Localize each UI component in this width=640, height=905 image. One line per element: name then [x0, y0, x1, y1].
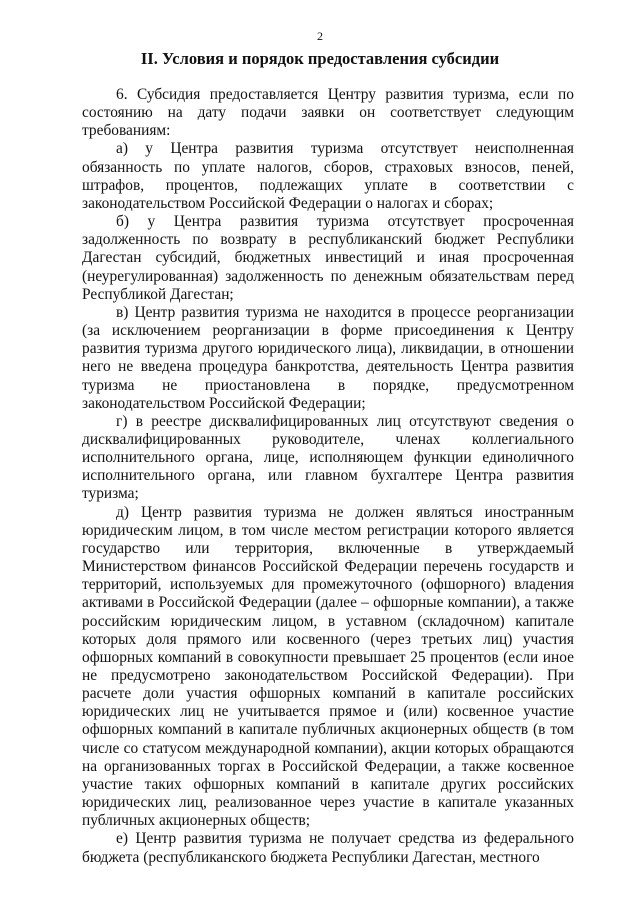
paragraph-d: д) Центр развития туризма не должен являться иностранным юридическим лицом, в том числе местом регистрации которого является государство или территория, включенные в утверждаемый Министерством финансов Российской Федерации перечень государств и территорий, используемых для промежуточного (офшорного) владения активами в Российской Федерации (далее – офшорные компании), а также российским юридическим лицом, в уставном (складочном) капитале которых доля прямого или косвенного (через третьих лиц) участия офшорных компаний в совокупности превышает 25 процентов (если иное не предусмотрено законодательством Российской Федерации). При расчете доли участия офшорных компаний в капитале российских юридических лиц не учитывается прямое и (или) косвенное участие офшорных компаний в капитале публичных акционерных обществ (в том числе со статусом международной компании), акции которых обращаются на организованных торгах в Российской Федерации, а также косвенное участие таких офшорных компаний в капитале других российских юридических лиц, реализованное через участие в капитале указанных публичных акционерных обществ; — [82, 503, 574, 830]
document-body — [82, 86, 574, 867]
page-number: 2 — [317, 29, 323, 43]
paragraph-e: е) Центр развития туризма не получает средства из федерального бюджета (республиканского бюджета Республики Дагестан, местного — [82, 830, 574, 866]
paragraph-v: в) Центр развития туризма не находится в процессе реорганизации (за исключением реорганизации в форме присоединения к Центру развития туризма другого юридического лица), ликвидации, в отношении него не введена процедура банкротства, деятельность Центра развития туризма не приостановлена в порядке, предусмотренном законодательством Российской Федерации; — [82, 303, 574, 412]
paragraph-a: а) у Центра развития туризма отсутствует неисполненная обязанность по уплате налогов, сборов, страховых взносов, пеней, штрафов, процентов, подлежащих уплате в соответствии с законодательством Российской Федерации о налогах и сборах; — [82, 140, 574, 212]
section-heading: II. Условия и порядок предоставления субсидии — [140, 49, 500, 68]
paragraph-6-intro: 6. Субсидия предоставляется Центру развития туризма, если по состоянию на дату подачи заявки он соответствует следующим требованиям: — [82, 86, 574, 140]
paragraph-g: г) в реестре дисквалифицированных лиц отсутствуют сведения о дисквалифицированных руководителе, членах коллегиального исполнительного органа, лице, исполняющем функции единоличного исполнительного органа, или главном бухгалтере Центра развития туризма; — [82, 412, 574, 503]
paragraph-b: б) у Центра развития туризма отсутствует просроченная задолженность по возврату в республиканский бюджет Республики Дагестан субсидий, бюджетных инвестиций и иная просроченная (неурегулированная) задолженность по денежным обязательствам перед Республикой Дагестан; — [82, 213, 574, 303]
